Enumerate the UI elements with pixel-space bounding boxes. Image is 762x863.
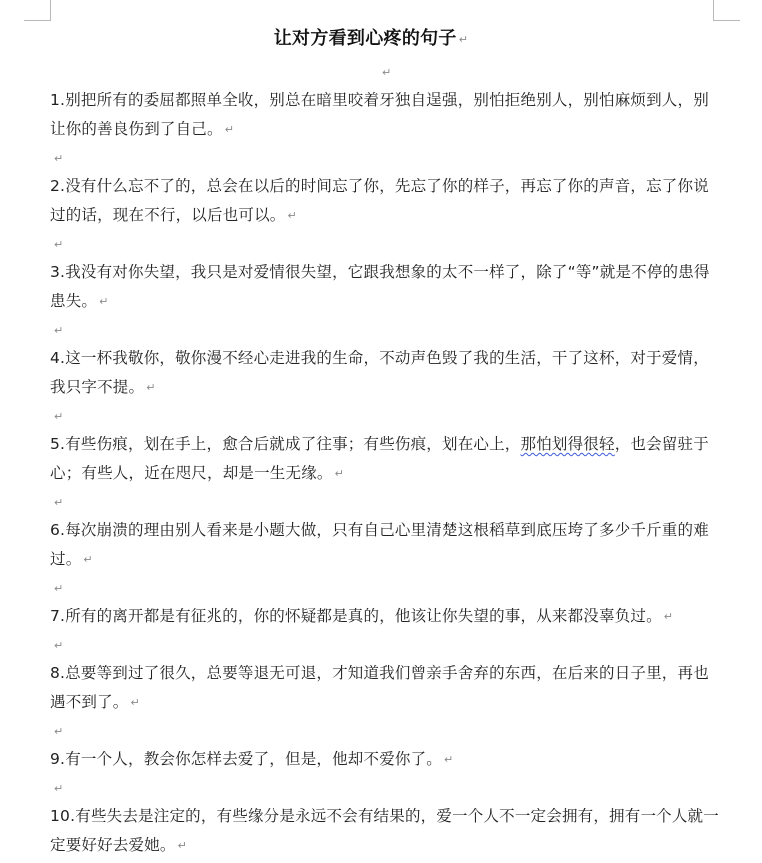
paragraph-mark-icon: ↵ bbox=[334, 467, 345, 480]
paragraph-text: 4.这一杯我敬你，敬你漫不经心走进我的生命，不动声色毁了我的生活，干了这杯，对于爱情，我只字不提。 bbox=[50, 349, 709, 396]
paragraph-mark-icon: ↵ bbox=[146, 381, 156, 394]
empty-paragraph[interactable] bbox=[380, 62, 391, 81]
paragraph-mark-icon: ↵ bbox=[54, 152, 64, 165]
empty-paragraph[interactable] bbox=[50, 774, 720, 802]
paragraph-text: 1.别把所有的委屈都照单全收，别总在暗里咬着牙独自逞强，别怕拒绝别人，别怕麻烦到人，别让你的善良伤到了自己。 bbox=[50, 91, 709, 138]
paragraph-mark-icon: ↵ bbox=[54, 782, 64, 795]
paragraph-3[interactable] bbox=[50, 258, 720, 316]
paragraph-mark-icon: ↵ bbox=[54, 324, 64, 337]
page-corner-mark-left bbox=[24, 0, 51, 21]
paragraph-10[interactable] bbox=[50, 802, 720, 860]
empty-paragraph[interactable] bbox=[50, 144, 720, 172]
grammar-flagged-text[interactable]: 那怕划得很轻 bbox=[520, 435, 615, 453]
empty-paragraph[interactable] bbox=[50, 316, 720, 344]
paragraph-mark-icon: ↵ bbox=[54, 496, 64, 509]
paragraph-8[interactable] bbox=[50, 659, 720, 717]
paragraph-2[interactable] bbox=[50, 172, 720, 230]
empty-paragraph[interactable] bbox=[50, 574, 720, 602]
paragraph-mark-icon: ↵ bbox=[382, 66, 392, 79]
paragraph-mark-icon: ↵ bbox=[224, 123, 235, 136]
empty-paragraph[interactable] bbox=[50, 717, 720, 745]
paragraph-text: 5.有些伤痕，划在手上，愈合后就成了往事；有些伤痕，划在心上， bbox=[50, 435, 521, 453]
empty-paragraph[interactable] bbox=[50, 230, 720, 258]
paragraph-text: 10.有些失去是注定的，有些缘分是永远不会有结果的，爱一个人不一定会拥有，拥有一个人就一定要好好去爱她。 bbox=[50, 807, 719, 854]
paragraph-mark-icon: ↵ bbox=[54, 725, 64, 738]
page-corner-mark-right bbox=[713, 0, 740, 21]
paragraph-mark-icon: ↵ bbox=[663, 610, 674, 623]
paragraph-text: 7.所有的离开都是有征兆的，你的怀疑都是真的，他该让你失望的事，从来都没辜负过。 bbox=[50, 607, 662, 625]
paragraph-mark-icon: ↵ bbox=[99, 295, 109, 308]
paragraph-1[interactable] bbox=[50, 86, 720, 144]
paragraph-4[interactable] bbox=[50, 344, 720, 402]
paragraph-mark-icon: ↵ bbox=[444, 753, 454, 766]
paragraph-mark-icon: ↵ bbox=[54, 639, 64, 652]
paragraph-mark-icon: ↵ bbox=[130, 696, 140, 709]
document-title-text: 让对方看到心疼的句子 bbox=[273, 28, 457, 49]
empty-paragraph[interactable] bbox=[50, 631, 720, 659]
paragraph-6[interactable] bbox=[50, 516, 720, 574]
paragraph-mark-icon: ↵ bbox=[287, 209, 297, 222]
paragraph-mark-icon: ↵ bbox=[177, 839, 188, 852]
paragraph-text: 3.我没有对你失望，我只是对爱情很失望，它跟我想象的太不一样了，除了“等”就是不停的患得患失。 bbox=[50, 263, 710, 310]
empty-paragraph[interactable] bbox=[50, 488, 720, 516]
paragraph-mark-icon: ↵ bbox=[54, 582, 64, 595]
paragraph-7[interactable] bbox=[50, 602, 720, 631]
paragraph-text: 2.没有什么忘不了的，总会在以后的时间忘了你，先忘了你的样子，再忘了你的声音，忘了你说过的话，现在不行，以后也可以。 bbox=[50, 177, 709, 224]
paragraph-9[interactable] bbox=[50, 745, 720, 774]
paragraph-mark-icon: ↵ bbox=[458, 33, 469, 46]
paragraph-mark-icon: ↵ bbox=[54, 238, 64, 251]
empty-paragraph[interactable] bbox=[50, 402, 720, 430]
paragraph-text: 9.有一个人，教会你怎样去爱了，但是，他却不爱你了。 bbox=[50, 750, 442, 768]
paragraph-mark-icon: ↵ bbox=[83, 553, 93, 566]
paragraph-text: 6.每次崩溃的理由别人看来是小题大做，只有自己心里清楚这根稻草到底压垮了多少千斤重的难过。 bbox=[50, 521, 709, 568]
paragraph-mark-icon: ↵ bbox=[54, 410, 64, 423]
paragraph-text: 8.总要等到过了很久，总要等退无可退，才知道我们曾亲手舍弃的东西，在后来的日子里，再也遇不到了。 bbox=[50, 664, 709, 711]
document-body[interactable] bbox=[50, 86, 720, 860]
paragraph-text: ，也会留驻于心；有些人，近在咫尺，却是一生无缘。 bbox=[50, 435, 709, 482]
document-title[interactable] bbox=[0, 27, 742, 52]
paragraph-5[interactable] bbox=[50, 430, 720, 488]
